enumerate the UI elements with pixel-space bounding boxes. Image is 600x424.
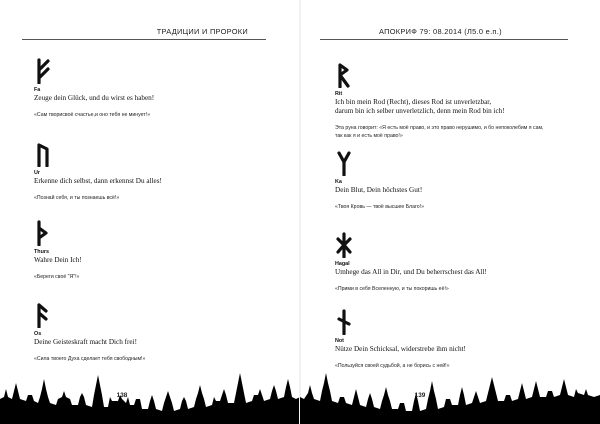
rune-verse: Ich bin mein Rod (Recht), dieses Rod ist unverletzbar, xyxy=(335,98,492,106)
rune-entry-rit xyxy=(335,62,580,140)
page-number: 138 xyxy=(116,392,128,399)
rune-name: Not xyxy=(335,338,344,344)
rune-translation: так как я и есть моё право!» xyxy=(335,133,403,139)
ka-rune-icon xyxy=(335,150,353,176)
rune-entry-ka xyxy=(335,150,580,211)
hagal-rune-icon xyxy=(335,232,353,258)
rune-translation: «Береги своё "Я"!» xyxy=(34,274,80,280)
rune-entry-ur xyxy=(34,141,274,202)
running-head: АПОКРИФ 79: 08.2014 (Л5.0 е.п.) xyxy=(379,27,502,36)
rune-name: Rit xyxy=(335,91,343,97)
rune-name: Thurs xyxy=(34,249,49,255)
rune-entry-hagal xyxy=(335,232,580,293)
rune-verse: Wahre Dein Ich! xyxy=(34,256,82,264)
rune-entry-thurs xyxy=(34,220,274,281)
rune-translation: «Сам творисвоё счастье,и оно тебя не минует!» xyxy=(34,112,151,118)
rune-verse: Zeuge dein Glück, und du wirst es haben! xyxy=(34,94,155,102)
rune-translation: «Твоя Кровь — твоё высшее Благо!» xyxy=(335,204,424,210)
rune-translation: «Сила твоего Духа сделает тебя свободным!» xyxy=(34,356,146,362)
not-rune-icon xyxy=(335,309,353,335)
os-rune-icon xyxy=(34,302,52,328)
rune-verse: Deine Geisteskraft macht Dich frei! xyxy=(34,338,137,346)
rune-name: Os xyxy=(34,331,42,337)
right-page xyxy=(300,0,600,424)
rit-rune-icon xyxy=(335,62,353,88)
ur-rune-icon xyxy=(34,141,52,167)
header-rule xyxy=(320,39,568,40)
rune-name: Ur xyxy=(34,170,40,176)
rune-translation: «Прими в себя Вселенную, и ты покоришь её!» xyxy=(335,286,449,292)
rune-translation: Эта руна говорит: «Я есть моё право, и это право нерушимо, и бо непоколебим я сам, xyxy=(335,125,544,131)
rune-verse: Nütze Dein Schicksal, widerstrebe ihm nicht! xyxy=(335,345,466,353)
page-number: 139 xyxy=(414,392,426,399)
rune-translation: «Познай себя, и ты познаешь всё!» xyxy=(34,195,120,201)
running-head: ТРАДИЦИИ И ПРОРОКИ xyxy=(156,27,248,36)
city-skyline-silhouette xyxy=(300,339,600,424)
rune-verse: Umhege das All in Dir, und Du beherrschest das All! xyxy=(335,268,487,276)
rune-name: Fa xyxy=(34,87,41,93)
rune-translation: «Пользуйся своей судьбой, а не борись с ней!» xyxy=(335,363,450,369)
rune-verse: Dein Blut, Dein höchstes Gut! xyxy=(335,186,423,194)
header-rule xyxy=(22,39,266,40)
rune-verse: Erkenne dich selbst, dann erkennst Du alles! xyxy=(34,177,162,185)
rune-entry-fa xyxy=(34,58,274,119)
rune-name: Hagal xyxy=(335,261,350,267)
rune-name: Ka xyxy=(335,179,342,185)
thurs-rune-icon xyxy=(34,220,52,246)
city-skyline-silhouette xyxy=(0,339,300,424)
rune-verse: darum bin ich selber unverletzlich, denn mein Rod bin ich! xyxy=(335,107,505,115)
fehu-rune-icon xyxy=(34,58,52,84)
